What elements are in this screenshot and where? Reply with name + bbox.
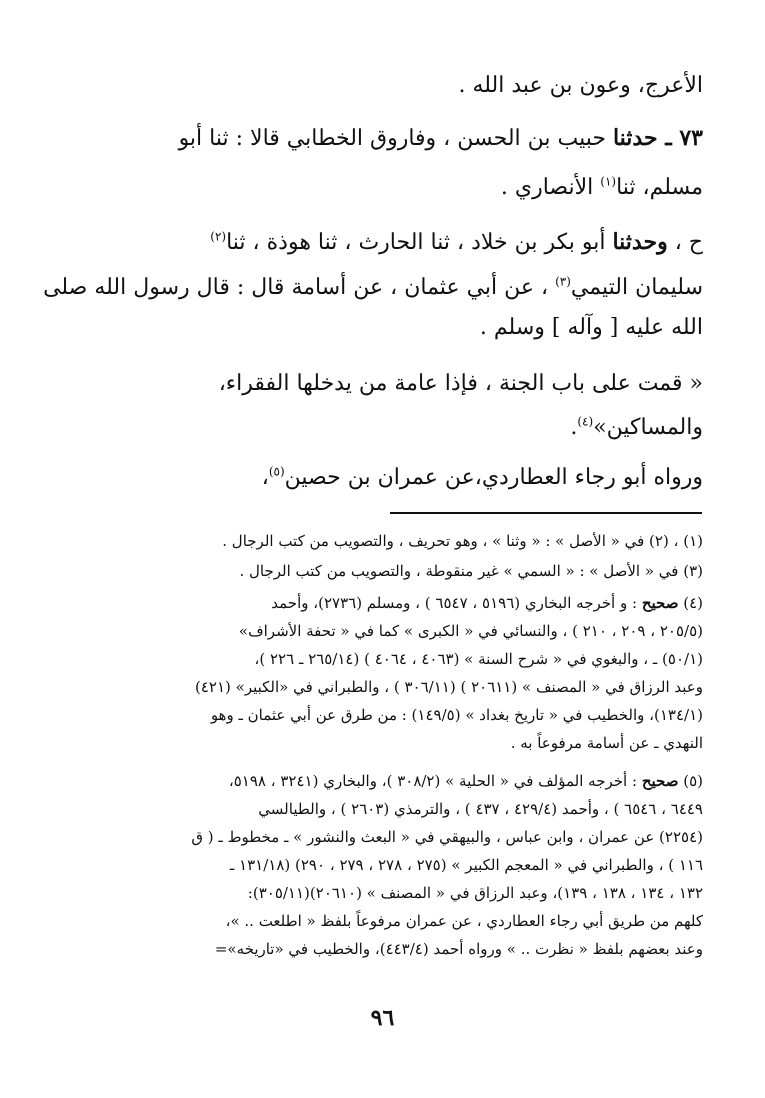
main-line-9: ورواه أبو رجاء العطاردي،عن عمران بن حصين$^{(٥)}$، [261,464,703,490]
footnote-4-line-5: (١٣٤/١)، والخطيب في « تاريخ بغداد » (١٤٩/٥) : من طرق عن أبي عثمان ـ وهو [210,706,703,724]
footnote-ref-4: (٤) [577,414,594,429]
footnote-5-line-7: وعند بعضهم بلفظ « نظرت .. » ورواه أحمد (٤٤٣/٤)، والخطيب في «تاريخه»= [214,940,703,958]
haddathana: حدثنا [612,125,658,151]
footnote-separator [390,512,702,514]
matn-line-2: والمساكين»$^{(٤)}$. [570,414,703,440]
footnote-4-line-1: (٤) صحيح : و أخرجه البخاري (٥١٩٦ ، ٦٥٤٧ ) ، ومسلم (٢٧٣٦)، وأحمد [271,594,703,612]
footnote-5-line-1: (٥) صحيح : أخرجه المؤلف في « الحلية » (٣٠٨/٢ )، والبخاري (٣٢٤١ ، ٥١٩٨، [228,772,703,790]
footnote-4-line-4: وعبد الرزاق في « المصنف » (٢٠٦١١ ) (٣٠٦/١١ ) ، والطبراني في «الكبير» (٤٢١) [194,678,703,696]
footnote-5-line-3: (٢٢٥٤) عن عمران ، وابن عباس ، والبيهقي في « البعث والنشور » ـ مخطوط ـ ( ق [191,828,703,846]
footnote-5-line-6: كلهم من طريق أبي رجاء العطاردي ، عن عمران مرفوعاً بلفظ « اطلعت .. »، [225,912,703,930]
footnote-ref-5: (٥) [268,464,285,479]
hadith-73-line-1: ٧٣ ـ حدثنا حبيب بن الحسن ، وفاروق الخطابي قالا : ثنا أبو [178,125,703,151]
hadith-73-line-3: ح ، وحدثنا أبو بكر بن خلاد ، ثنا الحارث ، ثنا هوذة ، ثنا$^{(٢)}$ [210,229,703,255]
footnote-5-line-2: ٦٤٤٩ ، ٦٥٤٦ ) ، وأحمد (٤٢٩/٤ ، ٤٣٧ ) ، والترمذي (٢٦٠٣ ) ، والطيالسي [258,800,703,818]
hadith-73-line-4: سليمان التيمي$^{(٣)}$ ، عن أبي عثمان ، عن أسامة قال : قال رسول الله صلى [43,274,703,300]
footnote-1-2: (١) ، (٢) في « الأصل » : « وثنا » ، وهو تحريف ، والتصويب من كتب الرجال . [222,532,703,550]
footnote-5-line-5: ١٣٢ ، ١٣٤ ، ١٣٨ ، ١٣٩)، وعبد الرزاق في « المصنف » (٢٠٦١٠)(٣٠٥/١١): [247,884,703,902]
hadith-number: ٧٣ ـ [657,125,703,151]
footnote-5-line-4: ١١٦ ) ، والطبراني في « المعجم الكبير » (٢٧٥ ، ٢٧٨ ، ٢٧٩ ، ٢٩٠) (١٣١/١٨ ـ [229,856,703,874]
hadith-73-line-2: مسلم، ثنا$^{(١)}$ الأنصاري . [500,174,703,200]
footnote-3: (٣) في « الأصل » : « السمي » غير منقوطة ، والتصويب من كتب الرجال . [239,562,703,580]
main-line-1: الأعرج، وعون بن عبد الله . [458,73,703,98]
footnote-ref-1: (١) [600,174,617,189]
footnote-ref-2: (٢) [210,229,227,244]
footnote-4-line-3: (٥٠/١) ـ ، والبغوي في « شرح السنة » (٤٠٦٣ ، ٤٠٦٤ ) (٢٦٥/١٤ ـ ٢٢٦ )، [254,650,703,668]
footnote-4-line-2: (٢٠٥/٥ ، ٢٠٩ ، ٢١٠ ) ، والنسائي في « الكبرى » كما في « تحفة الأشراف» [238,622,703,640]
hadith-73-line-5: الله عليه [ وآله ] وسلم . [479,315,703,340]
page-number: ٩٦ [370,1005,395,1031]
footnote-4-line-6: النهدي ـ عن أسامة مرفوعاً به . [510,734,703,752]
footnote-ref-3: (٣) [555,274,571,289]
matn-line-1: « قمت على باب الجنة ، فإذا عامة من يدخلها الفقراء، [218,371,703,396]
